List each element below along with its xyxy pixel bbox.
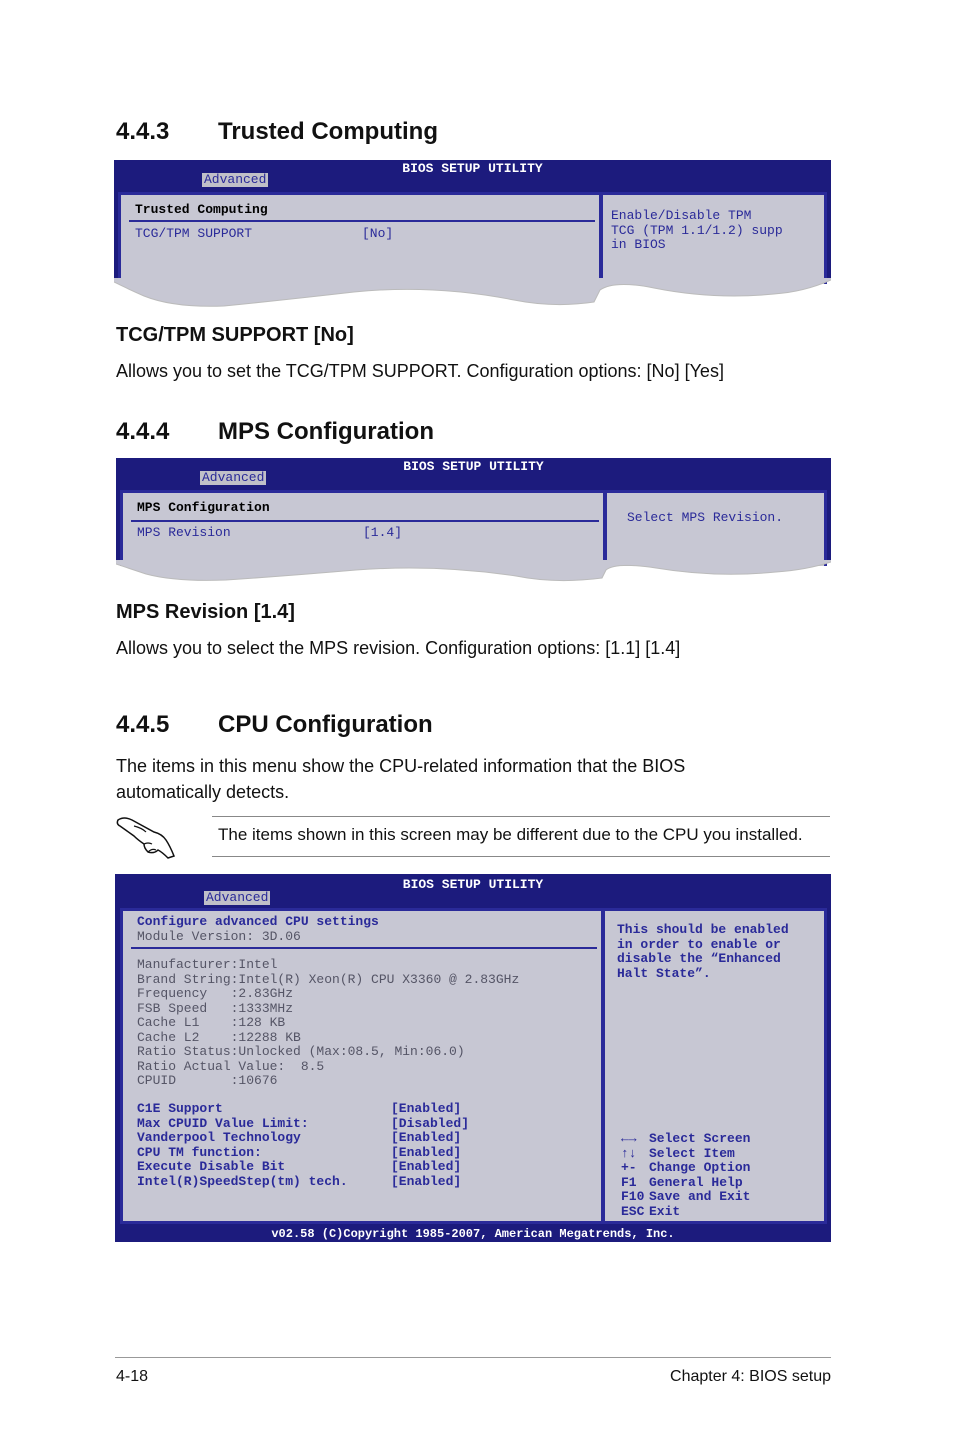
bios-screen-cpu-configuration (115, 874, 831, 1242)
info-line: FSB Speed :1333MHz (137, 1000, 294, 1016)
setting-speedstep[interactable]: Intel(R)SpeedStep(tm) tech. [Enabled] (137, 1173, 462, 1189)
tab-advanced[interactable]: Advanced (202, 470, 265, 485)
bios-copyright-footer: v02.58 (C)Copyright 1985-2007, American Megatrends, Inc. (115, 1226, 831, 1242)
info-line: Frequency :2.83GHz (137, 986, 294, 1001)
info-line: CPUID :10676 (137, 1073, 278, 1088)
subheading-mps-revision: MPS Revision [1.4] (116, 601, 295, 623)
arrows-left-right-icon: ←→ (621, 1131, 637, 1146)
key-change-option: +- Change Option (621, 1160, 751, 1175)
subheading-tcg-tpm-support: TCG/TPM SUPPORT [No] (116, 324, 354, 346)
bios-screen-trusted-computing (114, 160, 831, 310)
setting-cpu-tm[interactable]: CPU TM function: [Enabled] (137, 1144, 462, 1160)
help-line: in BIOS (611, 237, 666, 252)
help-line: This should be enabled (617, 922, 789, 937)
menu-item-label: MPS Revision (137, 525, 231, 540)
info-line: Ratio Status:Unlocked (Max:08.5, Min:06.0) (137, 1044, 465, 1059)
bios-main-panel (120, 490, 606, 566)
key-select-screen: ←→ Select Screen (621, 1131, 751, 1146)
help-line: Halt State”. (617, 965, 711, 981)
bios-main-panel (120, 908, 604, 1224)
menu-item-label: TCG/TPM SUPPORT (135, 226, 253, 241)
info-line: Manufacturer:Intel (137, 957, 278, 972)
menu-title: MPS Configuration (137, 500, 270, 515)
bios-help-panel (604, 490, 827, 566)
note-text: The items shown in this screen may be different due to the CPU you installed. (218, 825, 803, 844)
bios-help-panel (600, 192, 827, 284)
torn-edge (116, 560, 831, 584)
chapter-label: Chapter 4: BIOS setup (670, 1368, 831, 1385)
setting-vanderpool[interactable]: Vanderpool Technology [Enabled] (137, 1130, 462, 1145)
bios-help-panel (602, 908, 827, 1224)
hand-note-icon (114, 812, 180, 860)
bios-title: BIOS SETUP UTILITY (402, 877, 544, 892)
info-line: Ratio Actual Value: 8.5 (137, 1058, 325, 1074)
setting-c1e-support[interactable]: C1E Support [Enabled] (137, 1101, 462, 1116)
menu-title: Trusted Computing (135, 202, 268, 217)
tab-advanced[interactable]: Advanced (204, 172, 267, 187)
help-line: in order to enable or (617, 936, 781, 952)
bios-title: BIOS SETUP UTILITY (403, 459, 544, 474)
bios-screen-mps-configuration (116, 458, 831, 583)
key-save-exit: F10 Save and Exit (621, 1189, 751, 1204)
key-exit: ESC Exit (621, 1203, 681, 1219)
help-line: Select MPS Revision. (627, 510, 784, 525)
tab-advanced[interactable]: Advanced (206, 890, 269, 905)
help-line: TCG (TPM 1.1/1.2) supp (611, 222, 783, 238)
module-version: Module Version: 3D.06 (137, 928, 301, 944)
settings-header: Configure advanced CPU settings (137, 914, 379, 929)
section-heading-4-4-5: 4.4.5 CPU Configuration (116, 711, 433, 738)
help-line: disable the “Enhanced (617, 951, 781, 966)
page-number: 4-18 (116, 1368, 149, 1385)
paragraph-mps-description: Allows you to select the MPS revision. Configuration options: [1.1] [1.4] (116, 638, 681, 658)
setting-max-cpuid[interactable]: Max CPUID Value Limit: [Disabled] (137, 1115, 470, 1131)
arrows-up-down-icon: ↑↓ (621, 1145, 637, 1161)
menu-item-value: [1.4] (363, 525, 403, 540)
paragraph-tcg-description: Allows you to set the TCG/TPM SUPPORT. Configuration options: [No] [Yes] (116, 361, 724, 381)
info-line: Brand String:Intel(R) Xeon(R) CPU X3360 @ 2.83GHz (137, 971, 520, 987)
info-line: Cache L1 :128 KB (137, 1015, 286, 1030)
section-heading-4-4-3: 4.4.3 Trusted Computing (116, 118, 438, 145)
info-line: Cache L2 :12288 KB (137, 1029, 301, 1045)
section-heading-4-4-4: 4.4.4 MPS Configuration (116, 418, 434, 445)
paragraph-cpu-intro: The items in this menu show the CPU-related information that the BIOS automatically detects. (116, 756, 686, 802)
bios-title: BIOS SETUP UTILITY (402, 161, 543, 176)
torn-edge (114, 278, 831, 310)
help-line: Enable/Disable TPM (611, 208, 752, 223)
bios-main-panel (118, 192, 602, 284)
key-general-help: F1 General Help (621, 1174, 743, 1190)
menu-item-value: [No] (362, 226, 394, 241)
setting-execute-disable-bit[interactable]: Execute Disable Bit [Enabled] (137, 1159, 462, 1174)
key-select-item: ↑↓ Select Item (621, 1145, 735, 1161)
